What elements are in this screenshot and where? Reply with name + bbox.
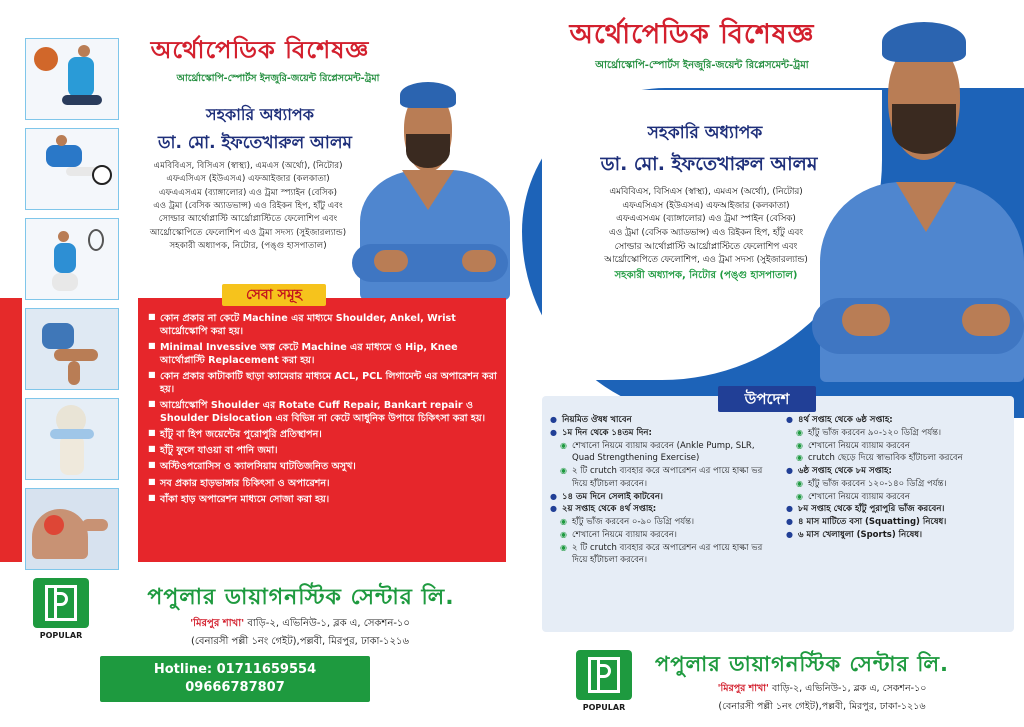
services-title: সেবা সমূহ bbox=[222, 284, 326, 306]
doctor-name: ডা. মো. ইফতেখারুল আলম bbox=[158, 133, 352, 153]
advice-column-right bbox=[786, 414, 1008, 542]
red-side-bar bbox=[0, 298, 22, 562]
address-text: বাড়ি-২, এভিনিউ-১, ব্লক এ, সেকশন-১০ bbox=[771, 683, 927, 694]
poster-title: অর্থোপেডিক বিশেষজ্ঞ bbox=[150, 36, 370, 64]
qualification-line: আর্থ্রোস্কোপিতে ফেলোশিপ এও ট্রমা সদস্য (সুইজারল্যান্ড) bbox=[149, 227, 347, 238]
poster-subtitle: আর্থ্রোস্কোপি-স্পোর্টস ইনজুরি-জয়েন্ট রিপ্লেসমেন্ট-ট্রমা bbox=[176, 73, 380, 84]
advice-sub-item: ◉ হাঁটু ভাঁজ করবেন ৯০-১২০ ডিগ্রি পর্যন্ত। bbox=[796, 427, 1008, 440]
advice-item: ● নিয়মিত ঔষধ খাবেন bbox=[550, 414, 772, 427]
advice-item: ● ১ম দিন থেকে ১৪তম দিন: bbox=[550, 427, 772, 440]
advice-box bbox=[542, 396, 1014, 632]
qualifications bbox=[568, 186, 844, 283]
popular-logo bbox=[30, 578, 92, 644]
address-text: বাড়ি-২, এভিনিউ-১, ব্লক এ, সেকশন-১০ bbox=[247, 618, 410, 629]
service-item: ■ অস্টিওপরোসিস ও ক্যালসিয়াম ঘাটতিজনিত অসুখ। bbox=[148, 460, 498, 473]
advice-sub-item: ◉ হাঁটু ভাঁজ করবেন ১২০-১৪০ ডিগ্রি পর্যন্ত। bbox=[796, 478, 1008, 491]
runner-knee-photo bbox=[25, 308, 119, 390]
popular-logo-icon bbox=[33, 578, 89, 628]
advice-item: ● ২য় সপ্তাহ থেকে ৪র্থ সপ্তাহ: bbox=[550, 503, 772, 516]
address-line-2: (বেনারসী পল্লী ১নং গেইট),পল্লবী, মিরপুর, ঢাকা-১২১৬ bbox=[718, 701, 926, 712]
doctor-name: ডা. মো. ইফতেখারুল আলম bbox=[600, 153, 818, 175]
qualification-line: এফএএসএম (ব্যাঙ্গালোর) এও ট্রমা স্পাইন (বেসিক) bbox=[616, 214, 796, 225]
doctor-photo bbox=[350, 78, 510, 300]
popular-logo bbox=[574, 650, 634, 720]
knee-joint-photo bbox=[25, 398, 119, 480]
advice-sub-item: ◉ ২ টি crutch ব্যবহার করে অপারেশন এর পায়ে হাল্কা ভর দিয়ে হাঁটাচলা করবেন। bbox=[560, 465, 772, 491]
qualification-line: এফএসিএস (ইউএসএ) এফআইজার (কলকাতা) bbox=[166, 174, 330, 185]
qualification-line: এফএসিএস (ইউএসএ) এফআইজার (কলকাতা) bbox=[622, 200, 790, 211]
qualification-line: সোল্ডার আর্থোপ্লাস্টি আর্থ্রোপ্লাস্টিতে ফেলোশিপ এবং bbox=[614, 241, 798, 252]
qualifications bbox=[130, 160, 366, 253]
football-player-photo bbox=[25, 128, 119, 210]
qualification-line: এমবিবিএস, বিসিএস (স্বাস্থ্য), এমএস (অর্থো), (নিটোর) bbox=[609, 187, 803, 197]
poster-title: অর্থোপেডিক বিশেষজ্ঞ bbox=[569, 19, 815, 50]
popular-logo-icon bbox=[576, 650, 632, 700]
service-item: ■ বাঁকা হাড় অপারেশন মাধ্যমে সোজা করা হয়। bbox=[148, 493, 498, 506]
branch-name: 'মিরপুর শাখা' bbox=[190, 618, 245, 629]
advice-sub-item: ◉ শেখানো নিয়মে ব্যায়াম করবেন (Ankle Pump, SLR, Quad Strengthening Exercise) bbox=[560, 440, 772, 466]
advice-item: ● ৬ মাস খেলাধুলা (Sports) নিষেধ। bbox=[786, 529, 1008, 542]
shoulder-pain-photo bbox=[25, 488, 119, 570]
logo-label: POPULAR bbox=[582, 703, 626, 712]
advice-sub-item: ◉ শেখানো নিয়মে ব্যায়াম করবেন bbox=[796, 491, 1008, 504]
advice-item: ● ৬ষ্ঠ সপ্তাহ থেকে ৮ম সপ্তাহ: bbox=[786, 465, 1008, 478]
right-poster bbox=[512, 0, 1024, 727]
advice-item: ● ৪ মাস মাটিতে বসা (Squatting) নিষেধ। bbox=[786, 516, 1008, 529]
service-item: ■ সব প্রকার হাড়ভাঙ্গার চিকিৎসা ও অপারেশন। bbox=[148, 477, 498, 490]
qualification-line: এমবিবিএস, বিসিএস (স্বাস্থ্য), এমএস (অর্থো), (নিটোর) bbox=[153, 161, 343, 171]
service-item: ■ Minimal Invessive অল্প কেটে Machine এর মাধ্যমে ও Hip, Knee আর্থোপ্লাস্টি Replacement করা হয়। bbox=[148, 341, 498, 367]
hotline-box bbox=[100, 656, 370, 702]
advice-item: ● ৪র্থ সপ্তাহ থেকে ৬ষ্ঠ সপ্তাহ: bbox=[786, 414, 1008, 427]
highlight-position: সহকারী অধ্যাপক, নিটোর (পঙ্গু হাসপাতাল) bbox=[614, 269, 798, 281]
advice-title: উপদেশ bbox=[718, 386, 816, 412]
advice-sub-item: ◉ ২ টি crutch ব্যবহার করে অপারেশন এর পায়ে হাল্কা ভর দিয়ে হাঁটাচলা করবেন। bbox=[560, 542, 772, 568]
service-item: ■ হাঁটু ফুলে যাওয়া বা পানি জমা। bbox=[148, 444, 498, 457]
advice-sub-item: ◉ হাঁটু ভাঁজ করবেন ০-৯০ ডিগ্রি পর্যন্ত। bbox=[560, 516, 772, 529]
advice-item: ● ১৪ তম দিনে সেলাই কাটবেন। bbox=[550, 491, 772, 504]
hotline-number-2[interactable]: 09666787807 bbox=[185, 680, 285, 696]
service-item: ■ আর্থ্রোস্কোপি Shoulder এর Rotate Cuff Repair, Bankart repair ও Shoulder Dislocation এর বিভিন্ন না কেটে আধুনিক উপায়ে চিকিৎসা করা হয়। bbox=[148, 399, 498, 425]
advice-sub-item: ◉ শেখানো নিয়মে ব্যায়াম করবেন bbox=[796, 440, 1008, 453]
branch-name: 'মিরপুর শাখা' bbox=[717, 683, 769, 694]
tennis-player-photo bbox=[25, 218, 119, 300]
advice-item: ● ৮ম সপ্তাহ থেকে হাঁটু পুরাপুরি ভাঁজ করবেন। bbox=[786, 503, 1008, 516]
poster-subtitle: আর্থ্রোস্কোপি-স্পোর্টস ইনজুরি-জয়েন্ট রিপ্লেসমেন্ট-ট্রমা bbox=[595, 60, 809, 71]
basketball-player-photo bbox=[25, 38, 119, 120]
advice-column-left bbox=[550, 414, 772, 567]
sports-photo-column bbox=[25, 38, 121, 578]
advice-sub-item: ◉ crutch ছেড়ে দিয়ে স্বাভাবিক হাঁটাচলা করবেন bbox=[796, 452, 1008, 465]
address-line-2: (বেনারসী পল্লী ১নং গেইট),পল্লবী, মিরপুর, ঢাকা-১২১৬ bbox=[190, 636, 410, 647]
hotline-number-1[interactable]: Hotline: 01711659554 bbox=[153, 662, 317, 677]
qualification-line: এফএএসএম (ব্যাঙ্গালোর) এও ট্রমা স্প্যাইন (বেসিক) bbox=[158, 187, 338, 198]
qualification-line: এও ট্রমা (বেসিক অ্যাডভান্স) এও রিইকন হিপ, হাঁটু এবং bbox=[153, 200, 343, 211]
qualification-line: সহকারী অধ্যাপক, নিটোর, (পঙ্গু হাসপাতাল) bbox=[169, 240, 327, 251]
qualification-line: আর্থ্রোস্কোপিতে ফেলোশিপ, এও ট্রমা সদস্য (সুইজারল্যান্ড) bbox=[604, 255, 808, 266]
services-list bbox=[138, 298, 506, 562]
logo-label: POPULAR bbox=[39, 631, 83, 640]
doctor-role: সহকারি অধ্যাপক bbox=[206, 105, 314, 124]
address-line-1 bbox=[672, 682, 972, 697]
center-name: পপুলার ডায়াগনস্টিক সেন্টার লি. bbox=[655, 652, 949, 676]
qualification-line: সোল্ডার আর্থোপ্লাস্টি আর্থ্রোপ্লাস্টিতে ফেলোশিপ এবং bbox=[158, 214, 338, 225]
qualification-line: এও ট্রমা (বেসিক অ্যাডভান্স) এও রিইকন হিপ, হাঁটু এবং bbox=[609, 227, 803, 238]
center-name: পপুলার ডায়াগনস্টিক সেন্টার লি. bbox=[147, 585, 455, 610]
advice-sub-item: ◉ শেখানো নিয়মে ব্যায়াম করবেন। bbox=[560, 529, 772, 542]
service-item: ■ হাঁটু বা হিপ জয়েন্টের পুরোপুরি প্রতিস্থাপন। bbox=[148, 428, 498, 441]
address-line-1 bbox=[110, 616, 490, 633]
doctor-photo bbox=[812, 12, 1024, 382]
service-item: ■ কোন প্রকার কাটাকাটি ছাড়া ক্যামেরার মাধ্যমে ACL, PCL লিগামেন্ট এর অপারেশন করা হয়। bbox=[148, 370, 498, 396]
service-item: ■ কোন প্রকার না কেটে Machine এর মাধ্যমে Shoulder, Ankel, Wrist আর্থ্রোস্কোপি করা হয়। bbox=[148, 312, 498, 338]
doctor-role: সহকারি অধ্যাপক bbox=[647, 123, 763, 143]
